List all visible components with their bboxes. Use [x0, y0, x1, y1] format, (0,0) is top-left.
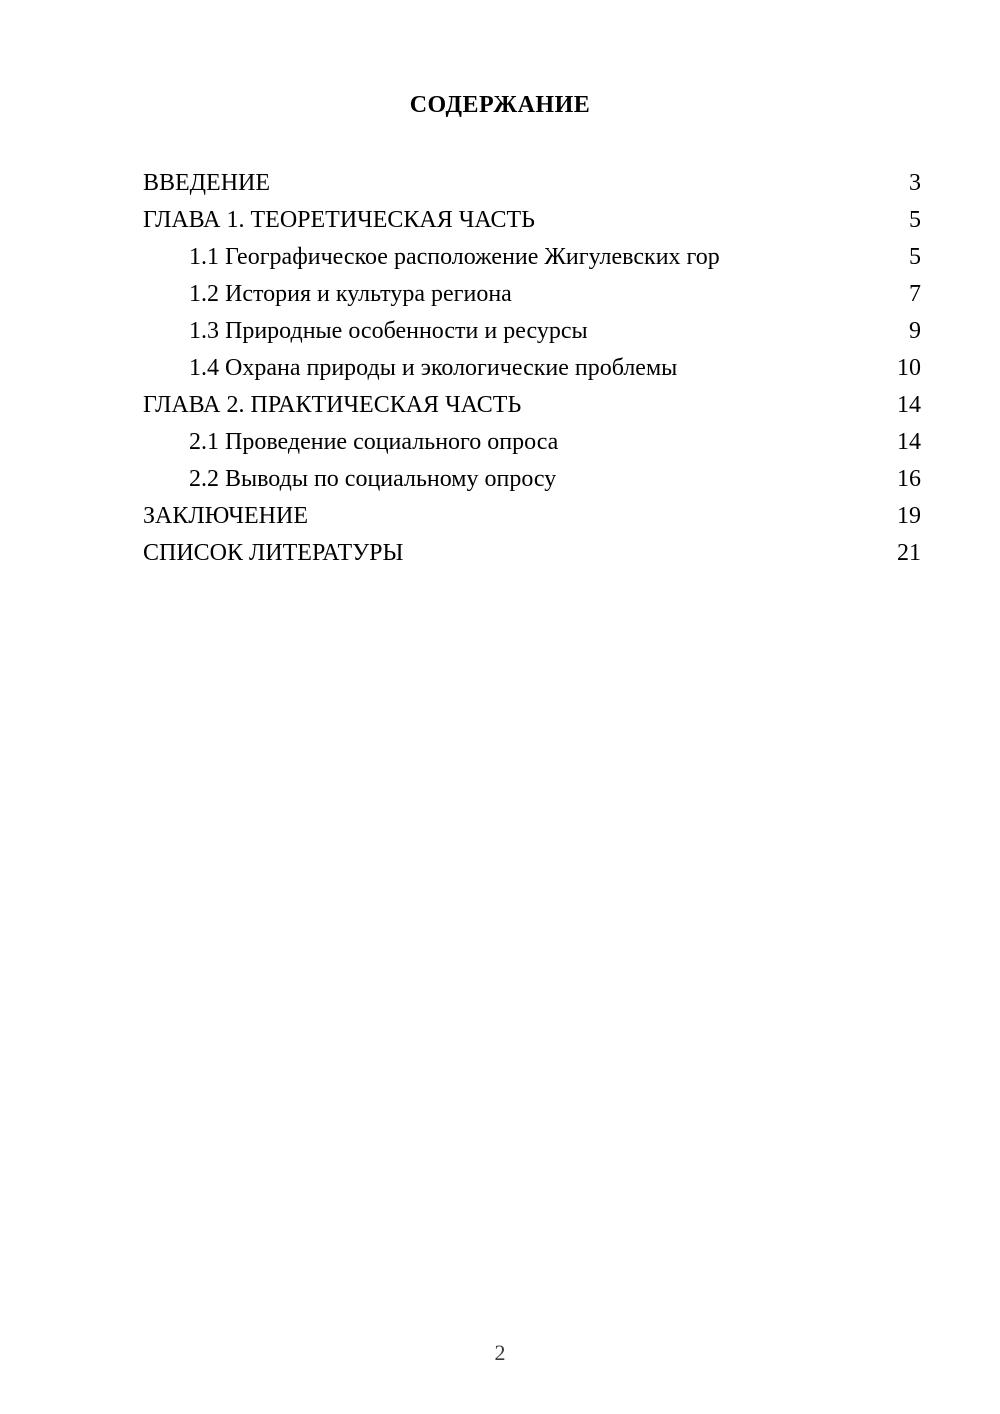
- toc-entry-page: 7: [909, 281, 921, 307]
- toc-entry-label: 1.4 Охрана природы и экологические проблемы: [189, 355, 678, 381]
- toc-entry[interactable]: [143, 387, 921, 424]
- toc-entry[interactable]: [143, 276, 921, 313]
- toc-entry[interactable]: [143, 313, 921, 350]
- page-title: СОДЕРЖАНИЕ: [409, 92, 591, 118]
- toc-entry[interactable]: [143, 535, 921, 572]
- toc-entry[interactable]: [143, 239, 921, 276]
- page-number-footer: 2: [494, 1340, 506, 1365]
- toc-entry-page: 5: [909, 207, 921, 233]
- toc-entry-label: 1.1 Географическое расположение Жигулевских гор: [189, 244, 720, 270]
- toc-entry[interactable]: [143, 202, 921, 239]
- table-of-contents: [143, 165, 921, 572]
- toc-entry-page: 14: [897, 392, 921, 418]
- toc-entry-page: 19: [897, 503, 921, 529]
- toc-entry-label: 2.2 Выводы по социальному опросу: [189, 466, 557, 492]
- toc-entry-page: 9: [909, 318, 921, 344]
- toc-entry-page: 5: [909, 244, 921, 270]
- toc-entry[interactable]: [143, 165, 921, 202]
- toc-entry-page: 3: [909, 170, 921, 196]
- toc-entry[interactable]: [143, 461, 921, 498]
- toc-entry-label: 1.3 Природные особенности и ресурсы: [189, 318, 588, 344]
- toc-entry[interactable]: [143, 498, 921, 535]
- toc-entry-page: 16: [897, 466, 921, 492]
- toc-entry[interactable]: [143, 424, 921, 461]
- toc-entry-label: ГЛАВА 1. ТЕОРЕТИЧЕСКАЯ ЧАСТЬ: [143, 207, 535, 233]
- toc-entry-page: 10: [897, 355, 921, 381]
- toc-entry-label: 1.2 История и культура региона: [189, 281, 512, 307]
- toc-entry-label: ГЛАВА 2. ПРАКТИЧЕСКАЯ ЧАСТЬ: [143, 392, 522, 418]
- toc-entry-page: 14: [897, 429, 921, 455]
- toc-entry-label: СПИСОК ЛИТЕРАТУРЫ: [143, 540, 404, 566]
- toc-entry-label: ЗАКЛЮЧЕНИЕ: [143, 503, 308, 529]
- toc-entry-label: 2.1 Проведение социального опроса: [189, 429, 559, 455]
- toc-entry[interactable]: [143, 350, 921, 387]
- toc-entry-label: ВВЕДЕНИЕ: [143, 170, 271, 196]
- toc-entry-page: 21: [897, 540, 921, 566]
